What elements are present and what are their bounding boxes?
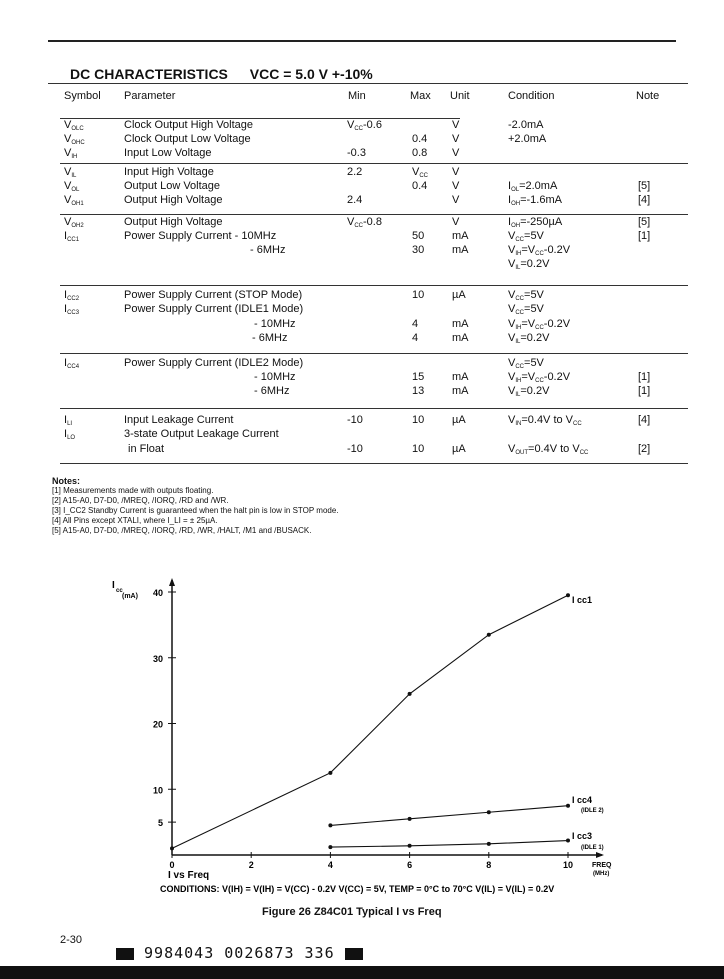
under-axis-label: I vs Freq	[168, 870, 210, 881]
cell-parameter: Output High Voltage	[124, 194, 223, 206]
icc-vs-freq-chart	[0, 560, 724, 900]
cell-symbol: $I_{CC3}$	[64, 303, 80, 316]
x-tick-label: 8	[486, 860, 492, 870]
vcc-spec: VCC = 5.0 V +-10%	[249, 66, 373, 82]
cell-parameter: Power Supply Current (STOP Mode)	[124, 289, 303, 301]
cell-condition: $I_{OH}=-1.6mA$	[508, 194, 562, 207]
x-tick-label: 10	[562, 860, 574, 870]
x-axis-unit: (MHz)	[593, 871, 610, 877]
cell-symbol: $I_{CC2}$	[64, 289, 80, 302]
bottom-bar	[0, 966, 724, 979]
cell-parameter: Input Low Voltage	[124, 147, 212, 159]
cell-condition: $V_{IL}=0.2V$	[508, 332, 550, 345]
data-point	[408, 817, 412, 821]
cell-unit: mA	[452, 244, 469, 256]
cell-max: 10	[412, 414, 425, 426]
y-tick-label: 40	[152, 588, 163, 598]
cell-max: 50	[412, 230, 425, 242]
y-axis-label: I	[112, 580, 115, 591]
note-item: [2] A15-A0, D7-D0, /MREQ, /IORQ, /RD and /WR.	[52, 496, 229, 505]
group-rule	[60, 118, 460, 119]
group-rule	[60, 285, 688, 286]
cell-symbol: $V_{IH}$	[64, 147, 78, 160]
cell-parameter: 3-state Output Leakage Current	[124, 428, 279, 440]
cell-symbol: $I_{CC1}$	[64, 230, 80, 243]
cell-condition: +2.0mA	[508, 133, 547, 145]
cell-unit: µA	[452, 414, 466, 426]
cell-min: $V_{CC}-0.6$	[347, 119, 382, 132]
cell-symbol: $V_{IL}$	[64, 166, 77, 179]
y-axis-label-sub: cc	[116, 588, 123, 594]
cell-symbol: $I_{LO}$	[64, 428, 76, 441]
cell-parameter: Clock Output High Voltage	[124, 119, 254, 131]
header-min: Min	[348, 90, 366, 102]
series-label-icc3-mode: (IDLE 1)	[581, 845, 604, 851]
header-unit: Unit	[450, 90, 470, 102]
series-line-2	[330, 841, 568, 848]
cell-parameter: - 6MHz	[250, 244, 286, 256]
header-parameter: Parameter	[124, 90, 176, 102]
header-max: Max	[410, 90, 431, 102]
group-rule	[60, 214, 688, 215]
cell-unit: V	[452, 194, 460, 206]
cell-parameter: Output Low Voltage	[124, 180, 221, 192]
cell-parameter: Input Leakage Current	[124, 414, 234, 426]
cell-note: [1]	[638, 385, 651, 397]
cell-condition: $V_{CC}=5V$	[508, 289, 544, 302]
y-tick-label: 20	[152, 719, 163, 730]
cell-max: 15	[412, 371, 425, 383]
cell-max: 4	[412, 332, 419, 344]
y-axis-arrow	[169, 578, 175, 586]
cell-parameter: Power Supply Current (IDLE1 Mode)	[124, 303, 304, 315]
cell-condition: $I_{OH}=-250\mu A$	[508, 216, 563, 229]
conditions-text: CONDITIONS: V(IH) = V(IH) = V(CC) - 0.2V V(CC) = 5V, TEMP = 0°C to 70°C V(IL) = V(IL) = 0.2V	[160, 884, 555, 894]
series-label-icc4-mode: (IDLE 2)	[581, 808, 604, 814]
data-point	[170, 846, 174, 850]
barcode-text: 9984043 0026873 336	[144, 944, 335, 962]
cell-condition: -2.0mA	[508, 119, 544, 131]
barcode-block	[116, 948, 134, 960]
cell-min: 2.2	[347, 166, 363, 178]
cell-note: [2]	[638, 443, 651, 455]
series-label-icc1: I cc1	[572, 595, 593, 605]
cell-unit: V	[452, 180, 460, 192]
cell-max: 0.4	[412, 180, 428, 192]
cell-min: -10	[347, 443, 363, 455]
group-rule	[60, 408, 688, 409]
cell-note: [1]	[638, 230, 651, 242]
data-point	[566, 804, 570, 808]
x-tick-label: 0	[169, 860, 175, 870]
cell-min: 2.4	[347, 194, 363, 206]
cell-symbol: $I_{CC4}$	[64, 357, 80, 370]
cell-max: 13	[412, 385, 425, 397]
title-text: DC CHARACTERISTICS	[70, 66, 228, 82]
cell-parameter: in Float	[128, 443, 165, 455]
data-point	[328, 845, 332, 849]
data-point	[408, 692, 412, 696]
cell-unit: V	[452, 166, 460, 178]
notes-block	[52, 476, 339, 536]
series-line-1	[330, 806, 568, 826]
x-tick-label: 4	[327, 860, 333, 870]
cell-condition: $V_{IL}=0.2V$	[508, 258, 550, 271]
cell-max: 30	[412, 244, 425, 256]
barcode	[116, 944, 363, 962]
group-rule	[60, 163, 688, 164]
cell-symbol: $V_{OH2}$	[64, 216, 84, 229]
cell-parameter: - 6MHz	[254, 385, 290, 397]
cell-parameter: - 10MHz	[254, 318, 296, 330]
cell-condition: $V_{IN}=0.4V$ to $V_{CC}$	[508, 414, 582, 427]
cell-unit: mA	[452, 318, 469, 330]
cell-parameter: - 10MHz	[254, 371, 296, 383]
x-tick-label: 6	[407, 860, 413, 870]
x-tick-label: 2	[248, 860, 254, 870]
cell-condition: $V_{IH}=V_{CC}-0.2V$	[508, 244, 571, 257]
cell-unit: mA	[452, 332, 469, 344]
header-rule	[48, 83, 688, 84]
data-point	[566, 593, 570, 597]
data-point	[328, 823, 332, 827]
note-item: [4] All Pins except XTALI, where I_LI = ± 25µA.	[52, 516, 218, 525]
cell-condition: $V_{CC}=5V$	[508, 357, 544, 370]
cell-max: 0.8	[412, 147, 428, 159]
data-point	[408, 844, 412, 848]
cell-parameter: - 6MHz	[252, 332, 288, 344]
cell-note: [4]	[638, 194, 651, 206]
cell-symbol: $I_{LI}$	[64, 414, 73, 427]
cell-symbol: $V_{OH1}$	[64, 194, 84, 207]
cell-condition: $V_{IH}=V_{CC}-0.2V$	[508, 318, 571, 331]
cell-max: $V_{CC}$	[412, 166, 429, 179]
y-tick-label: 5	[157, 818, 163, 829]
cell-parameter: Clock Output Low Voltage	[124, 133, 251, 145]
header-note: Note	[636, 90, 660, 102]
cell-parameter: Power Supply Current (IDLE2 Mode)	[124, 357, 304, 369]
cell-parameter: Output High Voltage	[124, 216, 223, 228]
x-axis-arrow	[596, 852, 604, 858]
group-rule	[60, 463, 688, 464]
y-tick-label: 10	[152, 785, 163, 796]
note-item: [3] I_CC2 Standby Current is guaranteed when the halt pin is low in STOP mode.	[52, 506, 339, 515]
x-axis-label: FREQ	[592, 862, 612, 869]
group-rule	[60, 353, 688, 354]
cell-max: 10	[412, 289, 425, 301]
data-point	[487, 810, 491, 814]
cell-max: 4	[412, 318, 419, 330]
cell-parameter: Power Supply Current - 10MHz	[124, 230, 277, 242]
cell-parameter: Input High Voltage	[124, 166, 214, 178]
cell-symbol: $V_{OHC}$	[64, 133, 85, 146]
top-rule	[48, 40, 676, 42]
cell-note: [5]	[638, 216, 651, 228]
series-label-icc3: I cc3	[572, 831, 593, 841]
cell-condition: $V_{CC}=5V$	[508, 230, 544, 243]
header-symbol: Symbol	[64, 90, 101, 102]
cell-note: [1]	[638, 371, 651, 383]
cell-condition: $V_{IL}=0.2V$	[508, 385, 550, 398]
cell-unit: V	[452, 216, 460, 228]
cell-max: 10	[412, 443, 425, 455]
y-axis-unit: (mA)	[122, 593, 138, 600]
page-title	[70, 66, 373, 82]
cell-condition: $V_{IH}=V_{CC}-0.2V$	[508, 371, 571, 384]
cell-condition: $V_{CC}=5V$	[508, 303, 544, 316]
cell-note: [5]	[638, 180, 651, 192]
cell-symbol: $V_{OL}$	[64, 180, 80, 193]
header-condition: Condition	[508, 90, 555, 102]
cell-condition: $V_{OUT}=0.4V$ to $V_{CC}$	[508, 443, 589, 456]
data-point	[328, 771, 332, 775]
note-item: [1] Measurements made with outputs floating.	[52, 486, 214, 495]
cell-unit: mA	[452, 371, 469, 383]
series-label-icc4: I cc4	[572, 795, 593, 805]
cell-symbol: $V_{OLC}$	[64, 119, 84, 132]
cell-max: 0.4	[412, 133, 428, 145]
note-item: [5] A15-A0, D7-D0, /MREQ, /IORQ, /RD, /WR, /HALT, /M1 and /BUSACK.	[52, 526, 312, 535]
cell-note: [4]	[638, 414, 651, 426]
data-point	[487, 842, 491, 846]
y-tick-label: 30	[152, 653, 163, 664]
cell-unit: µA	[452, 289, 466, 301]
barcode-block	[345, 948, 363, 960]
figure-caption: Figure 26 Z84C01 Typical I vs Freq	[262, 906, 442, 918]
cell-condition: $I_{OL}=2.0mA$	[508, 180, 558, 193]
cell-min: -10	[347, 414, 363, 426]
page-number: 2-30	[60, 934, 83, 946]
notes-heading: Notes:	[52, 476, 81, 486]
cell-unit: mA	[452, 230, 469, 242]
cell-unit: V	[452, 147, 460, 159]
cell-unit: mA	[452, 385, 469, 397]
cell-min: $V_{CC}-0.8$	[347, 216, 382, 229]
cell-unit: V	[452, 133, 460, 145]
data-point	[566, 839, 570, 843]
cell-min: -0.3	[347, 147, 366, 159]
cell-unit: V	[452, 119, 460, 131]
data-point	[487, 633, 491, 637]
cell-unit: µA	[452, 443, 466, 455]
